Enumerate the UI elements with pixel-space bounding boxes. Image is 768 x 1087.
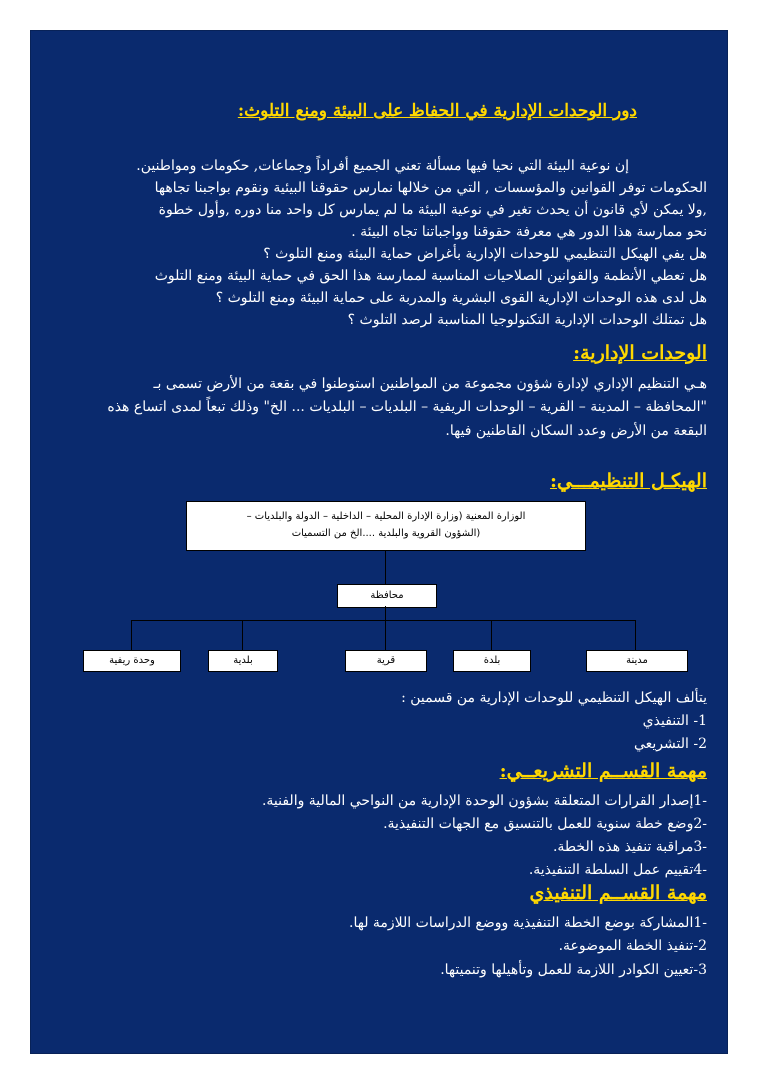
section-legislative: 2- التشريعي [633,736,707,752]
legislative-item-1: -1إصدار القرارات المتعلقة بشؤون الوحدة الإدارية من النواحي المالية والفنية. [261,793,707,809]
units-line-3: البقعة من الأرض وعدد السكان القاطنين فيها. [445,423,707,439]
sections-intro: يتألف الهيكل التنظيمي للوحدات الإدارية من قسمين : [401,690,707,706]
chart-governorate-box: محافظة [337,584,437,608]
intro-line-2: الحكومات توفر القوانين والمؤسسات , التي من خلالها نمارس حقوقنا البيئية ونقوم بواجبنا تجاهها [154,180,707,196]
legislative-item-4: -4تقييم عمل السلطة التنفيذية. [528,862,707,878]
intro-line-3: ,ولا يمكن لأي قانون أن يحدث تغير في نوعية البيئة ما لم يمارس كل واحد منا دوره ,وأول خطوة [158,202,707,218]
units-heading: الوحدات الإدارية: [573,342,707,364]
structure-heading: الهيكـل التنظيمـــي: [549,470,707,492]
document-title: دور الوحدات الإدارية في الحفاظ على البيئة ومنع التلوث: [237,101,637,121]
legislative-heading: مهمة القســم التشريعــي: [499,760,707,782]
chart-rural-unit-box: وحدة ريفية [83,650,181,672]
question-1: هل يفي الهيكل التنظيمي للوحدات الإدارية بأغراض حماية البيئة ومنع التلوث ؟ [263,246,707,262]
executive-item-1: -1المشاركة بوضع الخطة التنفيذية ووضع الدراسات اللازمة لها. [349,915,707,931]
legislative-item-3: -3مراقبة تنفيذ هذه الخطة. [552,839,707,855]
chart-ministry-line2: (الشؤون القروية والبلدية ....الخ من التسميات [291,528,481,539]
intro-line-4: نحو ممارسة هذا الدور هي معرفة حقوقنا وواجباتنا تجاه البيئة . [351,224,707,240]
section-executive: 1- التنفيذي [642,713,707,729]
chart-connector-top [385,551,386,584]
chart-drop-1 [131,620,132,650]
chart-municipality-box: بلدية [208,650,278,672]
question-3: هل لدى هذه الوحدات الإدارية القوى البشرية والمدربة على حماية البيئة ومنع التلوث ؟ [215,290,707,306]
chart-connector-middle [385,606,386,620]
question-2: هل تعطي الأنظمة والقوانين الصلاحيات المناسبة لممارسة هذا الحق في حماية البيئة ومنع التلوث [154,268,707,284]
chart-drop-4 [491,620,492,650]
units-line-2: "المحافظة – المدينة – القرية – الوحدات الريفية – البلديات – البلديات ... الخ" وذلك تبعاً لمدى اتساع هذه [107,399,707,415]
executive-heading: مهمة القســم التنفيذي [529,882,707,904]
executive-item-2: 2-تنفيذ الخطة الموضوعة. [558,938,707,954]
units-line-1: هـي التنظيم الإداري لإدارة شؤون مجموعة من المواطنين استوطنوا في بقعة من الأرض تسمى بـ [153,376,707,392]
chart-town-box: بلدة [453,650,531,672]
legislative-item-2: -2وضع خطة سنوية للعمل بالتنسيق مع الجهات التنفيذية. [383,816,707,832]
chart-village-box: قرية [345,650,427,672]
question-4: هل تمتلك الوحدات الإدارية التكنولوجيا المناسبة لرصد التلوث ؟ [347,312,707,328]
chart-drop-2 [242,620,243,650]
executive-item-3: 3-تعيين الكوادر اللازمة للعمل وتأهيلها وتنميتها. [440,962,707,978]
intro-line-1: إن نوعية البيئة التي نحيا فيها مسألة تعني الجميع أفراداً وجماعات, حكومات ومواطنين. [136,158,629,174]
chart-horizontal-bar [131,620,635,621]
chart-city-box: مدينة [586,650,688,672]
chart-ministry-box [186,501,586,551]
chart-drop-5 [635,620,636,650]
chart-ministry-line1: الوزارة المعنية (وزارة الإدارة المحلية – الداخلية – الدولة والبلديات – [246,511,526,522]
document-page [30,30,728,1054]
chart-drop-3 [385,620,386,650]
